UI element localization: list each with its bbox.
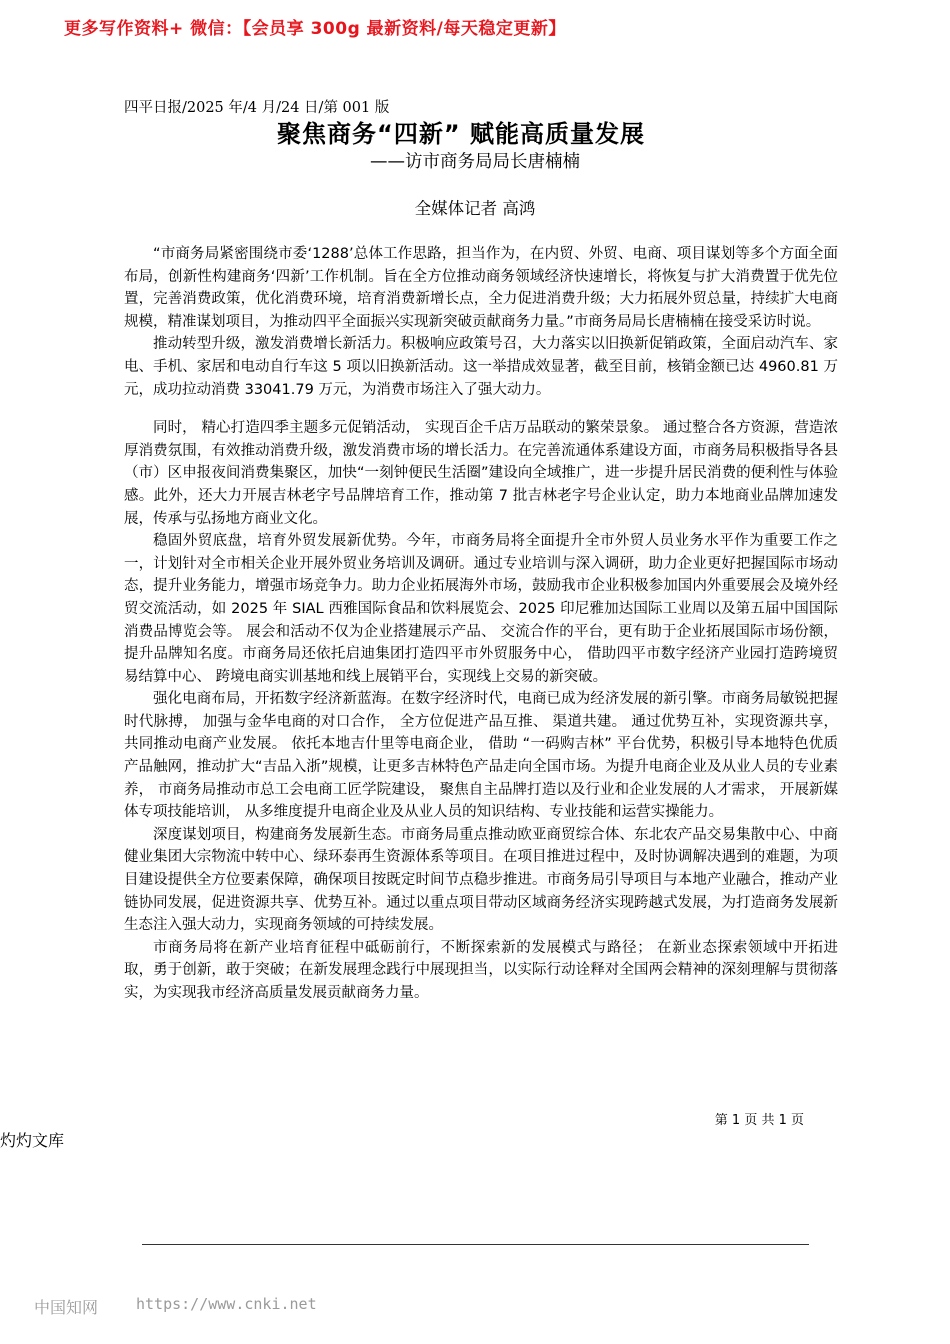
paragraph: 深度谋划项目，构建商务发展新生态。市商务局重点推动欧亚商贸综合体、东北农产品交易集散中心、中商健业集团大宗物流中转中心、绿环泰再生资源体系等项目。在项目推进过程中，及时协调解决遇到的难题，为项目建设提供全方位要素保障，确保项目按既定时间节点稳步推进。市商务局引导项目与本地产业融合，推动产业链协同发展，促进资源共享、优势互补。通过以重点项目带动区域商务经济实现跨越式发展，为打造商务发展新生态注入强大动力，实现商务领域的可持续发展。: [124, 826, 838, 934]
footer-url[interactable]: https://www.cnki.net: [136, 1295, 317, 1313]
paragraph: 稳固外贸底盘，培育外贸发展新优势。今年，市商务局将全面提升全市外贸人员业务水平作为重要工作之一，计划针对全市相关企业开展外贸业务培训及调研。通过专业培训与深入调研，助力企业更好把握国际市场动态，提升业务能力，增强市场竞争力。助力企业拓展海外市场，鼓励我市企业积极参加国内外重要展会及境外经贸交流活动，如 2025 年 SIAL 西雅国际食品和饮料展览会、2025 印尼雅加达国际工业周以及第五届中国国际消费品博览会等。 展会和活动不仅为企业搭建展示产品、 交流合作的平台，更有助于企业拓展国际市场份额，提升品牌知名度。市商务局还依托启迪集团打造四平市外贸服务中心， 借助四平市数字经济产业园打造跨境贸易结算中心、 跨境电商实训基地和线上展销平台，实现线上交易的新突破。: [124, 533, 838, 685]
watermark-text: 灼灼文库: [0, 1131, 65, 1150]
article-title: 聚焦商务“四新” 赋能高质量发展: [277, 120, 645, 148]
paragraph: “市商务局紧密围绕市委‘1288’总体工作思路，担当作为，在内贸、外贸、电商、项目谋划等多个方面全面布局，创新性构建商务‘四新’工作机制。旨在全方位推动商务领域经济快速增长，将恢复与扩大消费置于优先位置，完善消费政策，优化消费环境，培育消费新增长点，全力促进消费升级；大力拓展外贸总量，持续扩大电商规模，精准谋划项目，为推动四平全面振兴实现新突破贡献商务力量。”市商务局局长唐楠楠在接受采访时说。: [124, 246, 838, 330]
article-byline: 全媒体记者 高鸿: [414, 199, 536, 218]
footer-brand: 中国知网: [34, 1298, 99, 1317]
paragraph: 市商务局将在新产业培育征程中砥砺前行，不断探索新的发展模式与路径； 在新业态探索领域中开拓进取，勇于创新，敢于突破；在新发展理念践行中展现担当，以实际行动诠释对全国两会精神的深刻理解与贯彻落实，为实现我市经济高质量发展贡献商务力量。: [124, 939, 838, 1001]
promo-banner: 更多写作资料+ 微信：【会员享 300g 最新资料/每天稳定更新】: [64, 19, 566, 39]
article-subtitle: ——访市商务局局长唐楠楠: [370, 152, 580, 172]
page-number: 第 1 页 共 1 页: [714, 1113, 804, 1128]
article-body: [124, 243, 838, 1005]
paragraph: 推动转型升级，激发消费增长新活力。积极响应政策号召，大力落实以旧换新促销政策，全面启动汽车、家电、手机、家居和电动自行车这 5 项以旧换新活动。这一举措成效显著，截至目前，核销金额已达 4960.81 万元，成功拉动消费 33041.79 万元，为消费市场注入了强大动力。: [124, 336, 838, 398]
paragraph: 强化电商布局，开拓数字经济新蓝海。在数字经济时代，电商已成为经济发展的新引擎。市商务局敏锐把握时代脉搏， 加强与金华电商的对口合作， 全方位促进产品互推、 渠道共建。 通过优势互补，实现资源共享， 共同推动电商产业发展。 依托本地吉什里等电商企业， 借助 “一码购吉林” 平台优势，积极引导本地特色优质产品触网，推动扩大“吉品入浙”规模，让更多吉林特色产品走向全国市场。为提升电商企业及从业人员的专业素养， 市商务局推动市总工会电商工匠学院建设， 聚焦自主品牌打造以及行业和企业发展的人才需求， 开展新媒体专项技能培训， 从多维度提升电商企业及从业人员的知识结构、专业技能和运营实操能力。: [124, 691, 838, 821]
publication-source: 四平日报/2025 年/4 月/24 日/第 001 版: [124, 100, 390, 116]
paragraph: 同时， 精心打造四季主题多元促销活动， 实现百企千店万品联动的繁荣景象。 通过整合各方资源，营造浓厚消费氛围，有效推动消费升级，激发消费市场的增长活力。在完善流通体系建设方面，市商务局积极指导各县（市）区申报夜间消费集聚区，加快“一刻钟便民生活圈”建设向全域推广，进一步提升居民消费的便利性与体验感。此外，还大力开展吉林老字号品牌培育工作，推动第 7 批吉林老字号企业认定，助力本地商业品牌加速发展，传承与弘扬地方商业文化。: [124, 420, 838, 527]
footer-divider: [142, 1244, 809, 1245]
